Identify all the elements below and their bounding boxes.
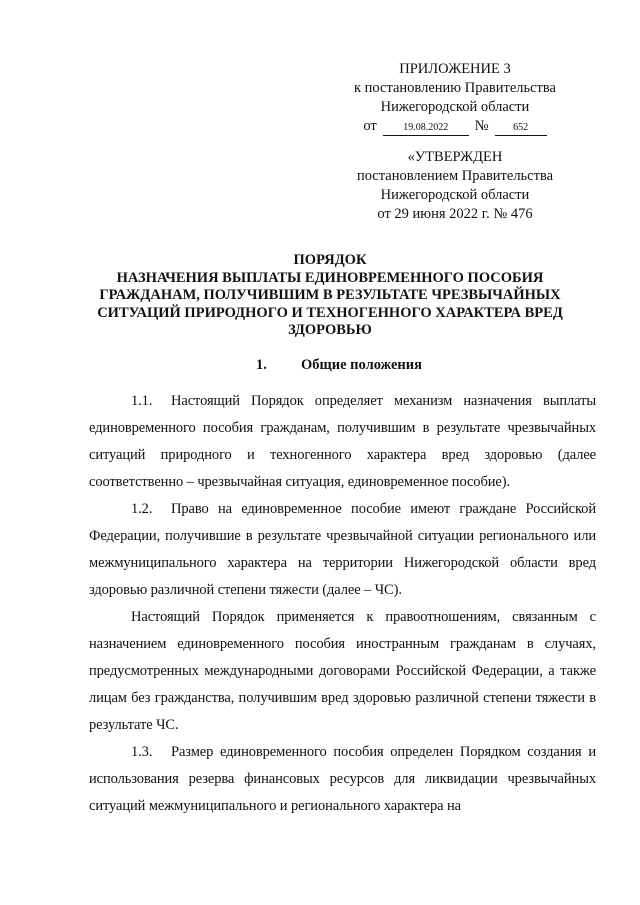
- paragraph-text: Настоящий Порядок определяет механизм назначения выплаты единовременного пособия гражданам, получившим в результате чрезвычайных ситуаций природного и техногенного характера вред здоровью (далее соответственно – чрезвычайная ситуация, единовременное пособие).: [89, 393, 596, 490]
- paragraph-number: 1.2.: [131, 501, 153, 517]
- annex-block: [340, 60, 570, 136]
- annex-title: ПРИЛОЖЕНИЕ 3: [399, 61, 511, 77]
- paragraph-text: Настоящий Порядок применяется к правоотношениям, связанным с назначением единовременного пособия иностранным гражданам в случаях, предусмотренных международными договорами Российской Федерации, а также лицам без гражданства, получившим вред здоровью различной степени тяжести в результате ЧС.: [89, 609, 596, 733]
- approval-line-1: «УТВЕРЖДЕН: [407, 149, 503, 165]
- approval-line-4: от 29 июня 2022 г. № 476: [377, 206, 533, 222]
- approval-line-3: Нижегородской области: [380, 187, 530, 203]
- paragraph-text: Право на единовременное пособие имеют граждане Российской Федерации, получившие в результате чрезвычайной ситуации регионального или межмуниципального характера на территории Нижегородской области вред здоровью различной степени тяжести (далее – ЧС).: [89, 501, 596, 598]
- section-number: 1.: [256, 357, 267, 373]
- annex-line-2: Нижегородской области: [380, 99, 530, 115]
- number-value: 652: [495, 122, 547, 136]
- number-prefix: №: [474, 118, 489, 134]
- title-line-4: СИТУАЦИЙ ПРИРОДНОГО И ТЕХНОГЕННОГО ХАРАКТЕРА ВРЕД: [97, 304, 563, 321]
- date-value: 19.08.2022: [383, 122, 469, 136]
- title-line-2: НАЗНАЧЕНИЯ ВЫПЛАТЫ ЕДИНОВРЕМЕННОГО ПОСОБИЯ: [116, 269, 544, 286]
- document-title: [80, 252, 580, 340]
- paragraph-text: Размер единовременного пособия определен Порядком создания и использования резерва финансовых ресурсов для ликвидации чрезвычайных ситуаций межмуниципального и регионального характера на: [89, 744, 596, 814]
- title-line-3: ГРАЖДАНАМ, ПОЛУЧИВШИМ В РЕЗУЛЬТАТЕ ЧРЕЗВЫЧАЙНЫХ: [99, 287, 561, 303]
- title-line-5: ЗДОРОВЬЮ: [288, 322, 372, 338]
- paragraph: [89, 496, 596, 604]
- approval-line-2: постановлением Правительства: [356, 168, 554, 184]
- paragraph: [89, 739, 596, 820]
- section-label: Общие положения: [301, 357, 422, 373]
- paragraph: [89, 604, 596, 739]
- title-line-1: ПОРЯДОК: [293, 252, 367, 268]
- paragraph-number: 1.1.: [131, 393, 153, 409]
- paragraph: [89, 388, 596, 496]
- annex-date-line: [340, 117, 570, 136]
- approval-block: [330, 148, 580, 224]
- paragraph-number: 1.3.: [131, 744, 153, 760]
- annex-line-1: к постановлению Правительства: [354, 80, 556, 96]
- date-prefix: от: [363, 118, 377, 134]
- document-body: [89, 388, 596, 820]
